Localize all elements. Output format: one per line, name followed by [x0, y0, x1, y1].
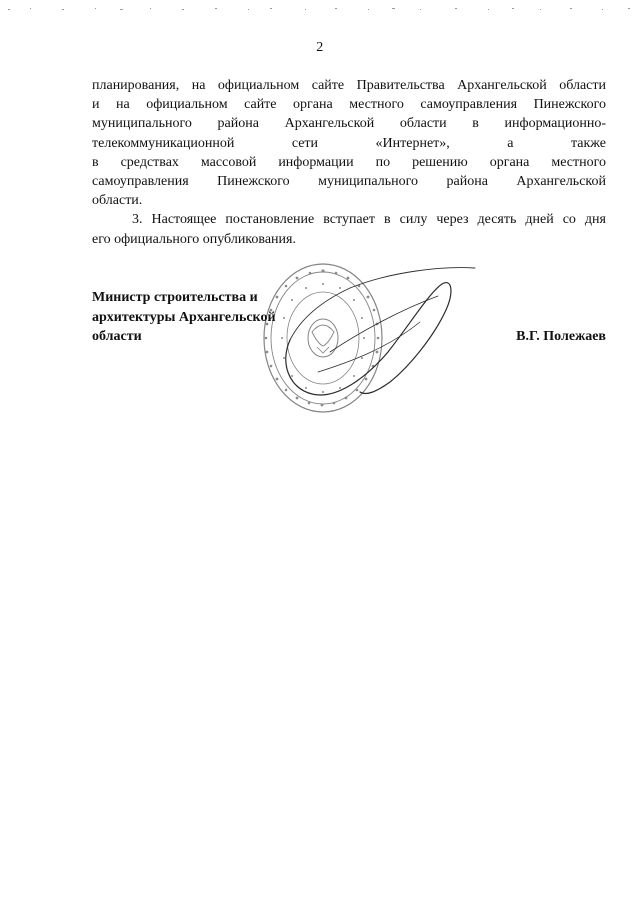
body-line: самоуправления Пинежского муниципального района Архангельской [92, 173, 606, 189]
document-body [92, 76, 606, 249]
signatory-position-line: архитектуры Архангельской [92, 309, 276, 325]
page-number: 2 [316, 40, 324, 55]
signatory-name: В.Г. Полежаев [516, 329, 606, 344]
signature-block [92, 288, 606, 347]
body-line: в средствах массовой информации по решению органа местного [92, 154, 606, 170]
body-line: телекоммуникационной сети «Интернет», а также [92, 135, 606, 151]
signatory-position-line: Министр строительства и [92, 290, 258, 305]
paragraph-3-line: 3. Настоящее постановление вступает в силу через десять дней со дня [132, 212, 606, 228]
body-line: планирования, на официальном сайте Правительства Архангельской области [92, 78, 606, 93]
body-line: муниципального района Архангельской области в информационно- [92, 116, 606, 132]
paragraph-3-line: его официального опубликования. [92, 231, 296, 247]
signatory-position-line: области [92, 329, 142, 344]
body-line: и на официальном сайте органа местного самоуправления Пинежского [92, 97, 606, 113]
body-line: области. [92, 193, 143, 209]
scan-artifact-line [0, 6, 640, 12]
